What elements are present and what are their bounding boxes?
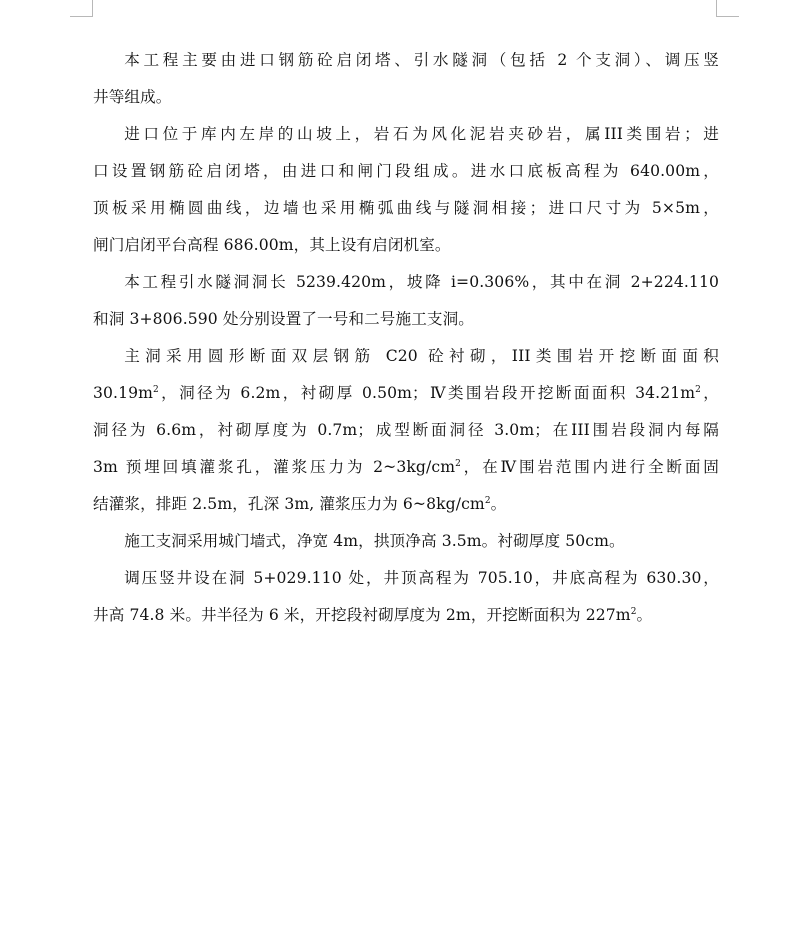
paragraph-surge-shaft	[93, 560, 719, 634]
text-line: 本工程主要由进口钢筋砼启闭塔、引水隧洞（包括 2 个支洞）、调压竖	[124, 51, 719, 69]
text-line: 顶板采用椭圆曲线，边墙也采用椭弧曲线与隧洞相接；进口尺寸为 5×5m，	[93, 199, 719, 217]
text-line: 井等组成。	[93, 88, 172, 106]
paragraph-overview	[93, 42, 719, 116]
paragraph-intake	[93, 116, 719, 264]
text-line: 施工支洞采用城门墙式，净宽 4m，拱顶净高 3.5m。衬砌厚度 50cm。	[124, 532, 625, 550]
paragraph-construction-adit	[93, 523, 719, 560]
text-line: $30.19m^2$，洞径为 6.2m，衬砌厚 0.50m；Ⅳ类围岩段开挖断面面积 $34.21m^2$，	[93, 384, 719, 402]
paragraph-main-tunnel	[93, 338, 719, 523]
text-line: 和洞 3+806.590 处分别设置了一号和二号施工支洞。	[93, 310, 474, 328]
text-line: 口设置钢筋砼启闭塔，由进口和闸门段组成。进水口底板高程为 640.00m，	[93, 162, 719, 180]
paragraph-tunnel	[93, 264, 719, 338]
text-line: 结灌浆，排距 2.5m，孔深 3m, 灌浆压力为 $6\sim 8kg/cm^2$。	[93, 495, 507, 513]
text-line: 主洞采用圆形断面双层钢筋 C20 砼衬砌，III类围岩开挖断面面积	[124, 347, 719, 365]
document-body[interactable]	[93, 42, 719, 634]
text-line: 本工程引水隧洞洞长 5239.420m，坡降 i=0.306%，其中在洞 2+224.110	[124, 273, 719, 291]
crop-mark-top-right	[716, 0, 739, 17]
crop-mark-top-left	[70, 0, 93, 17]
text-line: 井高 74.8 米。井半径为 6 米，开挖段衬砌厚度为 2m，开挖断面积为 $227m^2$。	[93, 606, 653, 624]
text-line: 闸门启闭平台高程 686.00m，其上设有启闭机室。	[93, 236, 451, 254]
text-line: 调压竖井设在洞 5+029.110 处，井顶高程为 705.10，井底高程为 630.30，	[124, 569, 719, 587]
text-line: 3m 预埋回填灌浆孔，灌浆压力为 $2\sim 3kg/cm^2$，在Ⅳ围岩范围内进行全断面固	[93, 458, 719, 476]
text-line: 进口位于库内左岸的山坡上，岩石为风化泥岩夹砂岩，属III类围岩；进	[124, 125, 719, 143]
text-line: 洞径为 6.6m，衬砌厚度为 0.7m；成型断面洞径 3.0m；在III围岩段洞内每隔	[93, 421, 719, 439]
